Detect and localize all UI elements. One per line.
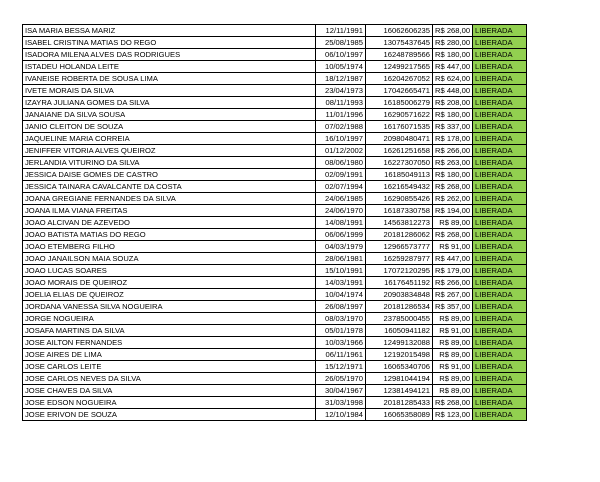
cell-status: LIBERADA xyxy=(473,409,527,421)
table-row xyxy=(23,397,527,409)
cell-value: R$ 357,00 xyxy=(433,301,473,313)
cell-code: 16062606235 xyxy=(366,25,433,37)
cell-status: LIBERADA xyxy=(473,241,527,253)
table-row xyxy=(23,169,527,181)
cell-date: 24/06/1970 xyxy=(316,205,366,217)
table-row xyxy=(23,289,527,301)
cell-status: LIBERADA xyxy=(473,349,527,361)
cell-name: JOELIA ELIAS DE QUEIROZ xyxy=(23,289,316,301)
cell-status: LIBERADA xyxy=(473,217,527,229)
cell-date: 30/04/1967 xyxy=(316,385,366,397)
cell-name: IVANEISE ROBERTA DE SOUSA LIMA xyxy=(23,73,316,85)
table-row xyxy=(23,241,527,253)
cell-code: 16261251658 xyxy=(366,145,433,157)
cell-status: LIBERADA xyxy=(473,337,527,349)
cell-code: 20181286062 xyxy=(366,229,433,241)
cell-status: LIBERADA xyxy=(473,373,527,385)
cell-code: 12381494121 xyxy=(366,385,433,397)
table-row xyxy=(23,205,527,217)
table-row xyxy=(23,193,527,205)
cell-status: LIBERADA xyxy=(473,361,527,373)
cell-status: LIBERADA xyxy=(473,385,527,397)
cell-date: 02/09/1991 xyxy=(316,169,366,181)
cell-name: ISABEL CRISTINA MATIAS DO REGO xyxy=(23,37,316,49)
cell-code: 16248789566 xyxy=(366,49,433,61)
cell-value: R$ 208,00 xyxy=(433,97,473,109)
cell-code: 20903834848 xyxy=(366,289,433,301)
table-row xyxy=(23,277,527,289)
cell-code: 16204267052 xyxy=(366,73,433,85)
cell-status: LIBERADA xyxy=(473,133,527,145)
cell-code: 20980480471 xyxy=(366,133,433,145)
cell-code: 16259287977 xyxy=(366,253,433,265)
cell-code: 16227307050 xyxy=(366,157,433,169)
cell-date: 23/04/1973 xyxy=(316,85,366,97)
cell-name: JOAO JANAILSON MAIA SOUZA xyxy=(23,253,316,265)
cell-code: 17042665471 xyxy=(366,85,433,97)
table-row xyxy=(23,373,527,385)
cell-code: 16290571622 xyxy=(366,109,433,121)
cell-code: 20181286534 xyxy=(366,301,433,313)
cell-value: R$ 447,00 xyxy=(433,253,473,265)
cell-code: 14563812273 xyxy=(366,217,433,229)
cell-value: R$ 337,00 xyxy=(433,121,473,133)
cell-code: 16176451192 xyxy=(366,277,433,289)
table-row xyxy=(23,121,527,133)
cell-code: 16065340706 xyxy=(366,361,433,373)
table-row xyxy=(23,217,527,229)
cell-date: 28/06/1981 xyxy=(316,253,366,265)
cell-name: JOAO ALCIVAN DE AZEVEDO xyxy=(23,217,316,229)
cell-name: JOSE CHAVES DA SILVA xyxy=(23,385,316,397)
cell-value: R$ 268,00 xyxy=(433,229,473,241)
cell-name: JAQUELINE MARIA CORREIA xyxy=(23,133,316,145)
cell-name: JOANA ILMA VIANA FREITAS xyxy=(23,205,316,217)
cell-value: R$ 91,00 xyxy=(433,361,473,373)
cell-status: LIBERADA xyxy=(473,313,527,325)
cell-code: 16050941182 xyxy=(366,325,433,337)
cell-status: LIBERADA xyxy=(473,49,527,61)
table-row xyxy=(23,409,527,421)
cell-date: 26/05/1970 xyxy=(316,373,366,385)
cell-value: R$ 89,00 xyxy=(433,373,473,385)
cell-date: 31/03/1998 xyxy=(316,397,366,409)
cell-status: LIBERADA xyxy=(473,61,527,73)
cell-status: LIBERADA xyxy=(473,301,527,313)
cell-name: ISADORA MILENA ALVES DAS RODRIGUES xyxy=(23,49,316,61)
cell-code: 17072120295 xyxy=(366,265,433,277)
cell-date: 08/03/1970 xyxy=(316,313,366,325)
cell-value: R$ 91,00 xyxy=(433,325,473,337)
table-row xyxy=(23,325,527,337)
table-row xyxy=(23,37,527,49)
cell-value: R$ 266,00 xyxy=(433,145,473,157)
cell-value: R$ 268,00 xyxy=(433,181,473,193)
cell-status: LIBERADA xyxy=(473,205,527,217)
cell-value: R$ 267,00 xyxy=(433,289,473,301)
cell-date: 14/03/1991 xyxy=(316,277,366,289)
cell-date: 08/06/1980 xyxy=(316,157,366,169)
cell-status: LIBERADA xyxy=(473,121,527,133)
cell-status: LIBERADA xyxy=(473,397,527,409)
cell-value: R$ 89,00 xyxy=(433,217,473,229)
cell-value: R$ 179,00 xyxy=(433,265,473,277)
table-row xyxy=(23,85,527,97)
cell-value: R$ 268,00 xyxy=(433,25,473,37)
cell-value: R$ 91,00 xyxy=(433,241,473,253)
cell-date: 15/12/1971 xyxy=(316,361,366,373)
cell-status: LIBERADA xyxy=(473,169,527,181)
cell-value: R$ 123,00 xyxy=(433,409,473,421)
cell-value: R$ 624,00 xyxy=(433,73,473,85)
cell-code: 16187330758 xyxy=(366,205,433,217)
cell-code: 16290855426 xyxy=(366,193,433,205)
cell-name: JORGE NOGUEIRA xyxy=(23,313,316,325)
table-row xyxy=(23,61,527,73)
cell-date: 10/05/1974 xyxy=(316,61,366,73)
cell-value: R$ 180,00 xyxy=(433,49,473,61)
cell-name: JOSAFA MARTINS DA SILVA xyxy=(23,325,316,337)
cell-name: JORDANA VANESSA SILVA NOGUEIRA xyxy=(23,301,316,313)
cell-value: R$ 89,00 xyxy=(433,349,473,361)
table-row xyxy=(23,229,527,241)
table-row xyxy=(23,253,527,265)
cell-name: JANAIANE DA SILVA SOUSA xyxy=(23,109,316,121)
cell-code: 12981044194 xyxy=(366,373,433,385)
table-row xyxy=(23,25,527,37)
cell-name: JOSE CARLOS LEITE xyxy=(23,361,316,373)
cell-status: LIBERADA xyxy=(473,265,527,277)
cell-status: LIBERADA xyxy=(473,181,527,193)
cell-name: JENIFFER VITORIA ALVES QUEIROZ xyxy=(23,145,316,157)
table-row xyxy=(23,109,527,121)
cell-date: 08/11/1993 xyxy=(316,97,366,109)
cell-date: 01/12/2002 xyxy=(316,145,366,157)
cell-name: ISTADEU HOLANDA LEITE xyxy=(23,61,316,73)
cell-status: LIBERADA xyxy=(473,145,527,157)
cell-code: 23785000455 xyxy=(366,313,433,325)
cell-name: JOAO MORAIS DE QUEIROZ xyxy=(23,277,316,289)
table-row xyxy=(23,145,527,157)
cell-name: IZAYRA JULIANA GOMES DA SILVA xyxy=(23,97,316,109)
cell-date: 07/02/1988 xyxy=(316,121,366,133)
cell-date: 05/01/1978 xyxy=(316,325,366,337)
table-row xyxy=(23,313,527,325)
cell-value: R$ 180,00 xyxy=(433,109,473,121)
table-row xyxy=(23,385,527,397)
cell-status: LIBERADA xyxy=(473,85,527,97)
cell-date: 06/06/1999 xyxy=(316,229,366,241)
table-row xyxy=(23,361,527,373)
cell-status: LIBERADA xyxy=(473,97,527,109)
table-row xyxy=(23,337,527,349)
table-row xyxy=(23,97,527,109)
cell-status: LIBERADA xyxy=(473,37,527,49)
cell-date: 06/10/1997 xyxy=(316,49,366,61)
table-row xyxy=(23,157,527,169)
cell-name: JOSE AILTON FERNANDES xyxy=(23,337,316,349)
cell-status: LIBERADA xyxy=(473,229,527,241)
table-row xyxy=(23,349,527,361)
cell-name: JOSE EDSON NOGUEIRA xyxy=(23,397,316,409)
cell-status: LIBERADA xyxy=(473,193,527,205)
cell-status: LIBERADA xyxy=(473,325,527,337)
cell-name: JOANA GREGIANE FERNANDES DA SILVA xyxy=(23,193,316,205)
cell-name: JANIO CLEITON DE SOUZA xyxy=(23,121,316,133)
cell-code: 16065358089 xyxy=(366,409,433,421)
cell-value: R$ 89,00 xyxy=(433,313,473,325)
cell-name: JOSE AIRES DE LIMA xyxy=(23,349,316,361)
cell-date: 04/03/1979 xyxy=(316,241,366,253)
cell-date: 10/04/1974 xyxy=(316,289,366,301)
table-row xyxy=(23,301,527,313)
cell-date: 11/01/1996 xyxy=(316,109,366,121)
cell-date: 24/06/1985 xyxy=(316,193,366,205)
cell-status: LIBERADA xyxy=(473,289,527,301)
cell-value: R$ 447,00 xyxy=(433,61,473,73)
cell-value: R$ 263,00 xyxy=(433,157,473,169)
cell-code: 12499217565 xyxy=(366,61,433,73)
table-row xyxy=(23,265,527,277)
cell-code: 13075437645 xyxy=(366,37,433,49)
cell-status: LIBERADA xyxy=(473,25,527,37)
cell-name: IVETE MORAIS DA SILVA xyxy=(23,85,316,97)
cell-status: LIBERADA xyxy=(473,109,527,121)
cell-date: 25/08/1985 xyxy=(316,37,366,49)
cell-code: 12499132088 xyxy=(366,337,433,349)
cell-date: 10/03/1966 xyxy=(316,337,366,349)
beneficiary-table-body xyxy=(23,25,527,421)
cell-status: LIBERADA xyxy=(473,253,527,265)
cell-value: R$ 266,00 xyxy=(433,277,473,289)
table-row xyxy=(23,73,527,85)
cell-name: JOSE ERIVON DE SOUZA xyxy=(23,409,316,421)
cell-date: 26/08/1997 xyxy=(316,301,366,313)
cell-name: ISA MARIA BESSA MARIZ xyxy=(23,25,316,37)
cell-code: 16185006279 xyxy=(366,97,433,109)
cell-status: LIBERADA xyxy=(473,277,527,289)
cell-name: JOAO LUCAS SOARES xyxy=(23,265,316,277)
cell-name: JOAO ETEMBERG FILHO xyxy=(23,241,316,253)
cell-date: 12/11/1991 xyxy=(316,25,366,37)
cell-code: 20181285433 xyxy=(366,397,433,409)
cell-value: R$ 268,00 xyxy=(433,397,473,409)
cell-status: LIBERADA xyxy=(473,157,527,169)
cell-name: JOAO BATISTA MATIAS DO REGO xyxy=(23,229,316,241)
cell-value: R$ 89,00 xyxy=(433,337,473,349)
cell-value: R$ 448,00 xyxy=(433,85,473,97)
cell-code: 16185049113 xyxy=(366,169,433,181)
cell-date: 18/12/1987 xyxy=(316,73,366,85)
cell-date: 16/10/1997 xyxy=(316,133,366,145)
table-row xyxy=(23,133,527,145)
cell-name: JESSICA TAINARA CAVALCANTE DA COSTA xyxy=(23,181,316,193)
table-row xyxy=(23,49,527,61)
table-row xyxy=(23,181,527,193)
cell-value: R$ 180,00 xyxy=(433,169,473,181)
cell-date: 15/10/1991 xyxy=(316,265,366,277)
cell-value: R$ 89,00 xyxy=(433,385,473,397)
cell-date: 06/11/1961 xyxy=(316,349,366,361)
cell-date: 14/08/1991 xyxy=(316,217,366,229)
cell-date: 12/10/1984 xyxy=(316,409,366,421)
cell-code: 12192015498 xyxy=(366,349,433,361)
cell-name: JERLANDIA VITURINO DA SILVA xyxy=(23,157,316,169)
cell-status: LIBERADA xyxy=(473,73,527,85)
cell-value: R$ 262,00 xyxy=(433,193,473,205)
cell-value: R$ 280,00 xyxy=(433,37,473,49)
cell-code: 12966573777 xyxy=(366,241,433,253)
cell-value: R$ 178,00 xyxy=(433,133,473,145)
cell-date: 02/07/1994 xyxy=(316,181,366,193)
cell-name: JOSE CARLOS NEVES DA SILVA xyxy=(23,373,316,385)
cell-code: 16216549432 xyxy=(366,181,433,193)
beneficiary-table xyxy=(22,24,527,421)
cell-code: 16176071535 xyxy=(366,121,433,133)
cell-name: JESSICA DAISE GOMES DE CASTRO xyxy=(23,169,316,181)
cell-value: R$ 194,00 xyxy=(433,205,473,217)
